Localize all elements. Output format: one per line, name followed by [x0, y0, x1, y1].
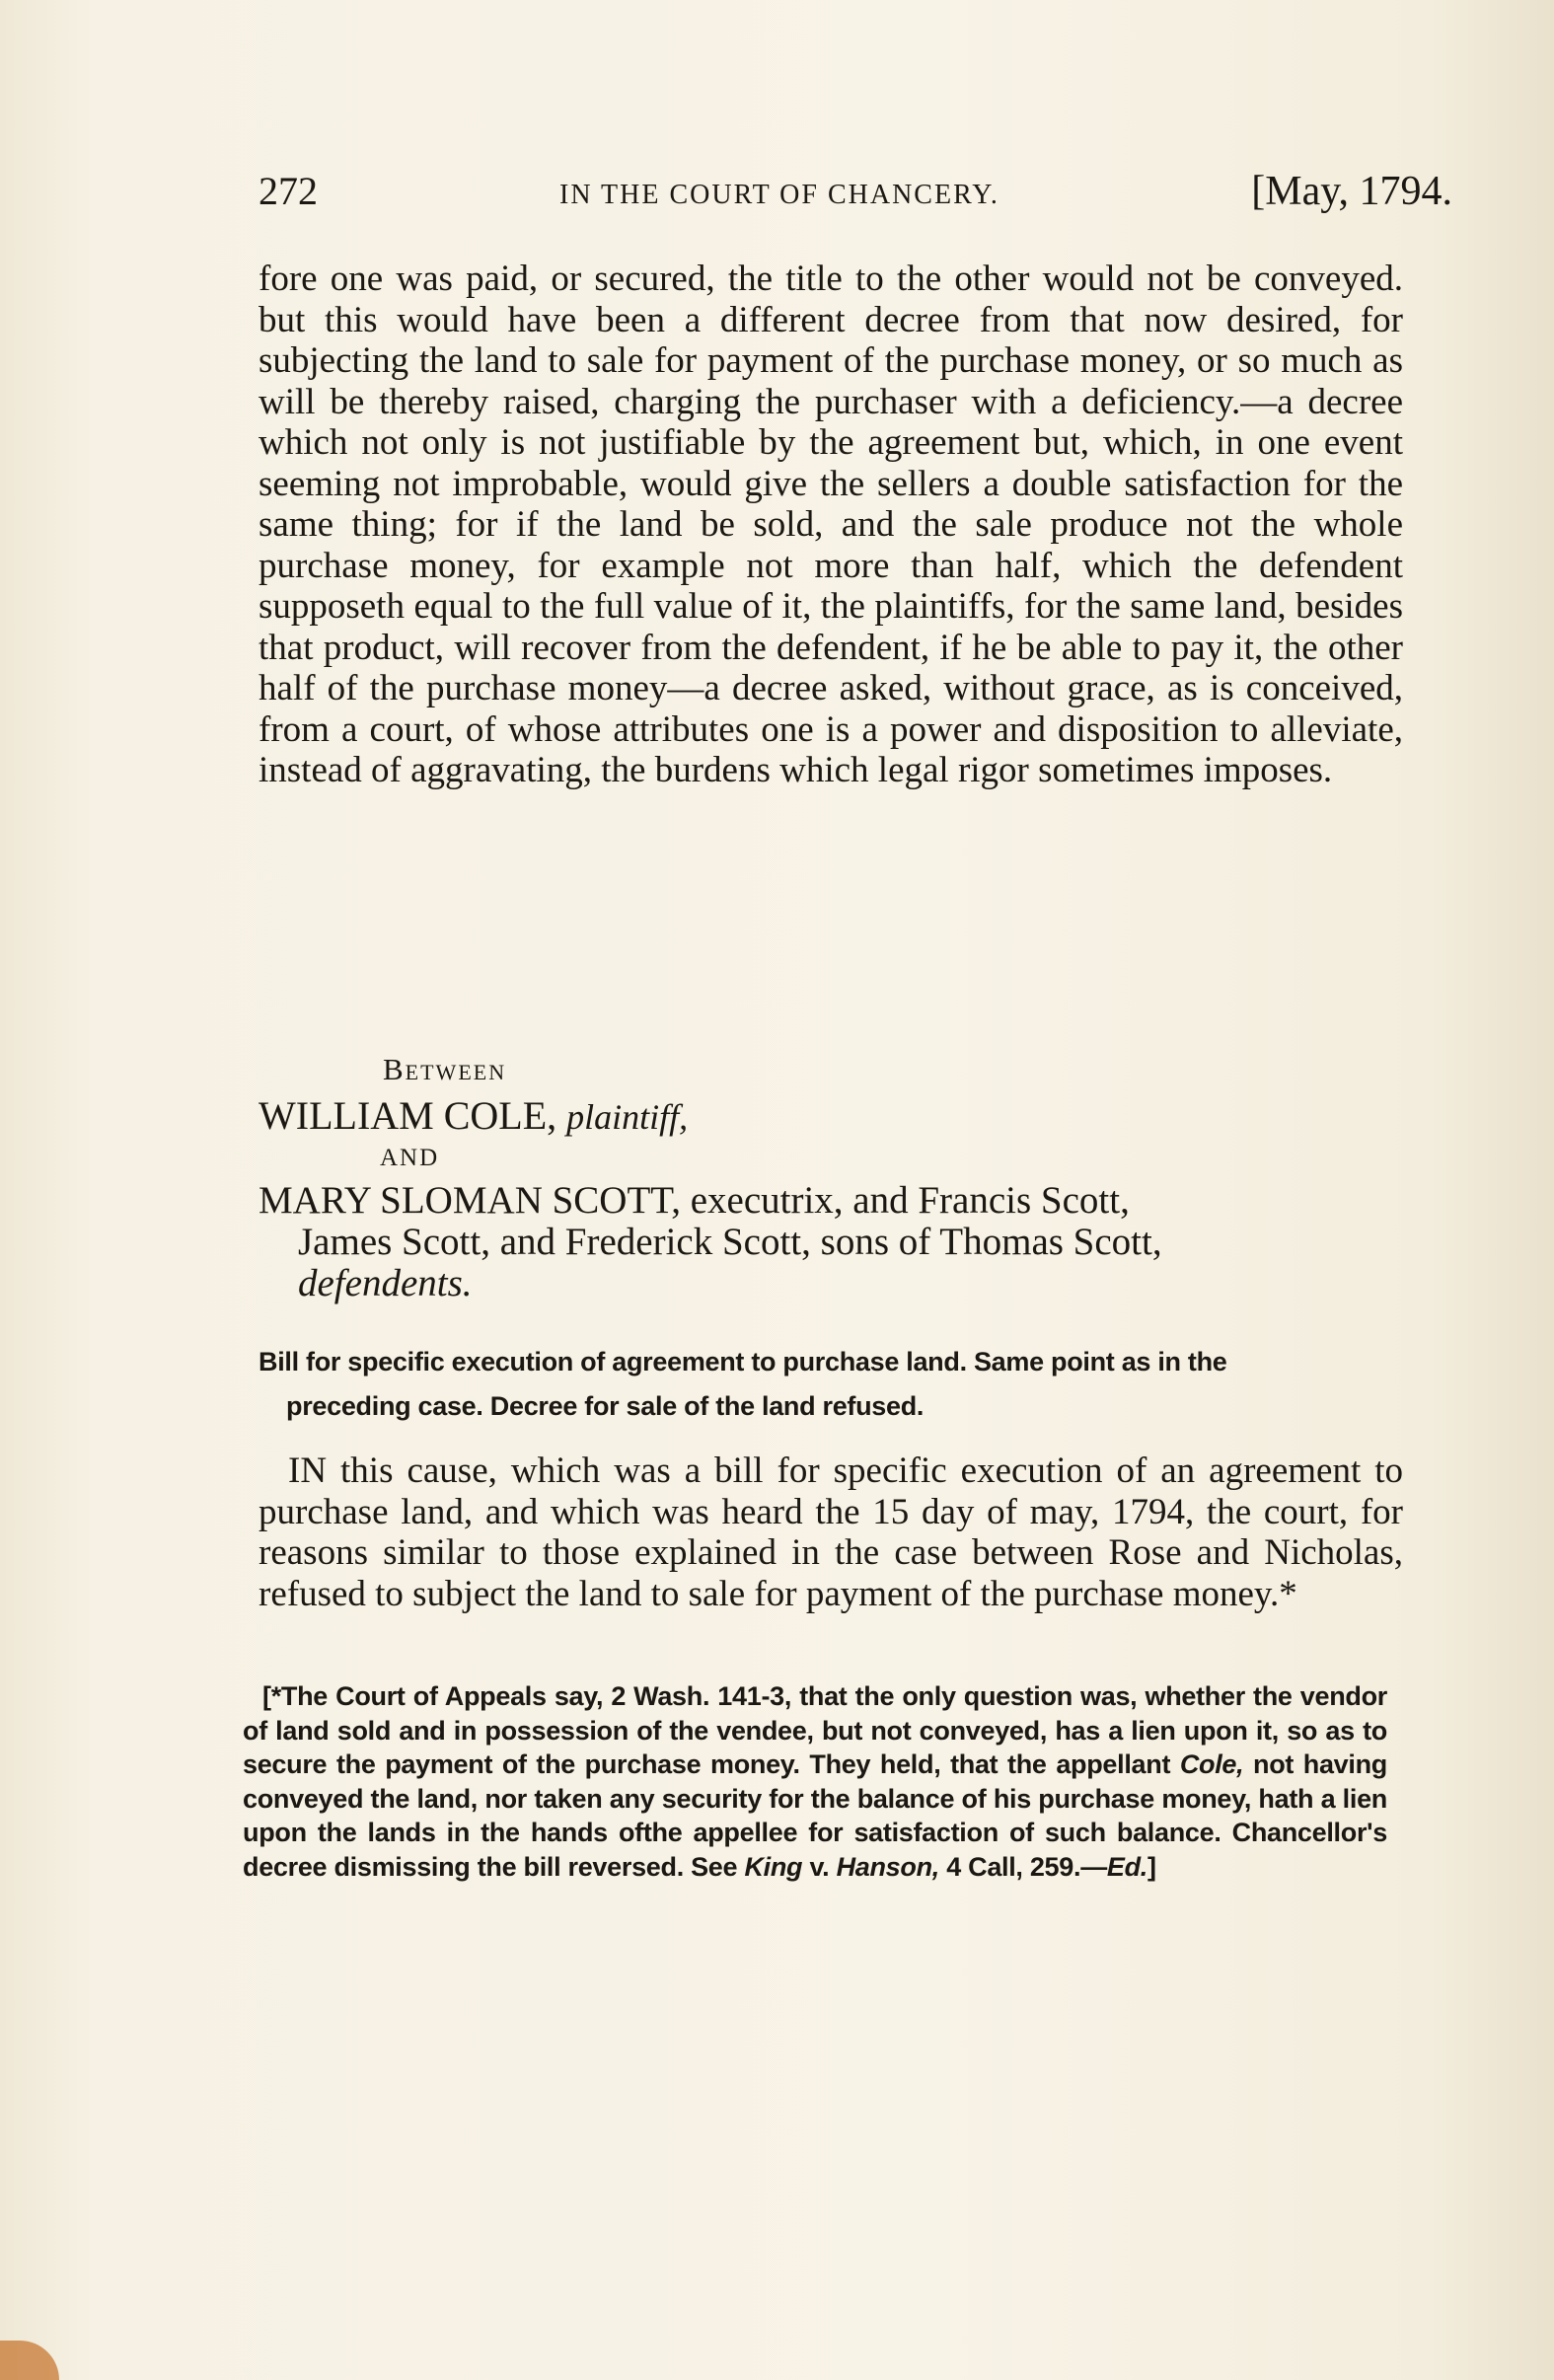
paragraph-text: fore one was paid, or secured, the title to the other would not be conveyed. but this would have been a different decree from that now desired, for subjecting the land to sale for payment of the purchase money, or so much as will be thereby raised, charging the purchaser with a deficiency.—a decree which not only is not justifiable by the agreement but, which, in one event seeming not improbable, would give the sellers a double satisfaction for the same thing; for if the land be sold, and the sale produce not the whole purchase money, for example not more than half, which the defendent supposeth equal to the full value of it, the plaintiffs, for the same land, besides that product, will recover from the defendent, if he be able to pay it, the other half of the purchase money—a decree asked, without grace, as is conceived, from a court, of whose attributes one is a power and disposition to alleviate, instead of aggravating, the burdens which legal rigor sometimes imposes. — [259, 259, 1403, 790]
date-head: [May, 1794. — [1251, 169, 1452, 214]
defendants-line-2: James Scott, and Frederick Scott, sons of Thomas Scott, — [298, 1221, 1162, 1263]
footnote-part-3: 4 Call, 259.— — [939, 1851, 1107, 1882]
footnote-part-2: not having conveyed the land, nor taken any security for the balance of his purchase money, hath a lien upon the lands in the hands ofthe appellee for satisfaction of such balance. Chancellor's decree dismissing the bill reversed. See — [243, 1749, 1387, 1882]
running-head: IN THE COURT OF CHANCERY. — [559, 180, 999, 210]
summary-line-2: preceding case. Decree for sale of the land refused. — [286, 1391, 925, 1421]
decision-paragraph — [259, 1450, 1403, 1614]
caption-plaintiff — [259, 1092, 688, 1139]
footnote-editor: Ed. — [1106, 1851, 1147, 1882]
footnote-close: ] — [1147, 1851, 1156, 1882]
summary-line-1: Bill for specific execution of agreement to purchase land. Same point as in the — [259, 1347, 1227, 1376]
caption-between: Between — [383, 1052, 507, 1086]
footnote-case-name-2: Hanson, — [836, 1851, 939, 1882]
footnote-case-name: King — [744, 1851, 803, 1882]
footnote-part-1: [*The Court of Appeals say, 2 Wash. 141-3, that the only question was, whether the vendor of land sold and in possession of the vendee, but not conveyed, has a lien upon it, so as to secure the payment of the purchase money. They held, that the appellant — [243, 1681, 1387, 1779]
caption-defendants — [259, 1180, 1403, 1304]
caption-and: AND — [380, 1145, 440, 1171]
defendants-role-line — [259, 1263, 1403, 1304]
plaintiff-name: WILLIAM COLE, — [259, 1093, 557, 1138]
plaintiff-role: plaintiff, — [566, 1097, 689, 1137]
page-header — [259, 168, 1452, 227]
defendants-line-1: MARY SLOMAN SCOTT, executrix, and Francis Scott, — [259, 1179, 1130, 1222]
case-summary — [259, 1340, 1383, 1429]
page-number: 272 — [259, 169, 318, 213]
footnote-name-cole: Cole, — [1179, 1749, 1244, 1779]
footnote-case-v: v. — [802, 1851, 837, 1882]
editor-footnote — [243, 1679, 1387, 1884]
opening-paragraph — [259, 259, 1403, 791]
page-corner-stain — [0, 2341, 59, 2380]
defendants-role: defendents. — [298, 1262, 473, 1304]
paragraph-text: IN this cause, which was a bill for specific execution of an agreement to purchase land, and which was heard the 15 day of may, 1794, the court, for reasons similar to those explained in the case between Rose and Nicholas, refused to subject the land to sale for payment of the purchase money.* — [259, 1450, 1403, 1614]
